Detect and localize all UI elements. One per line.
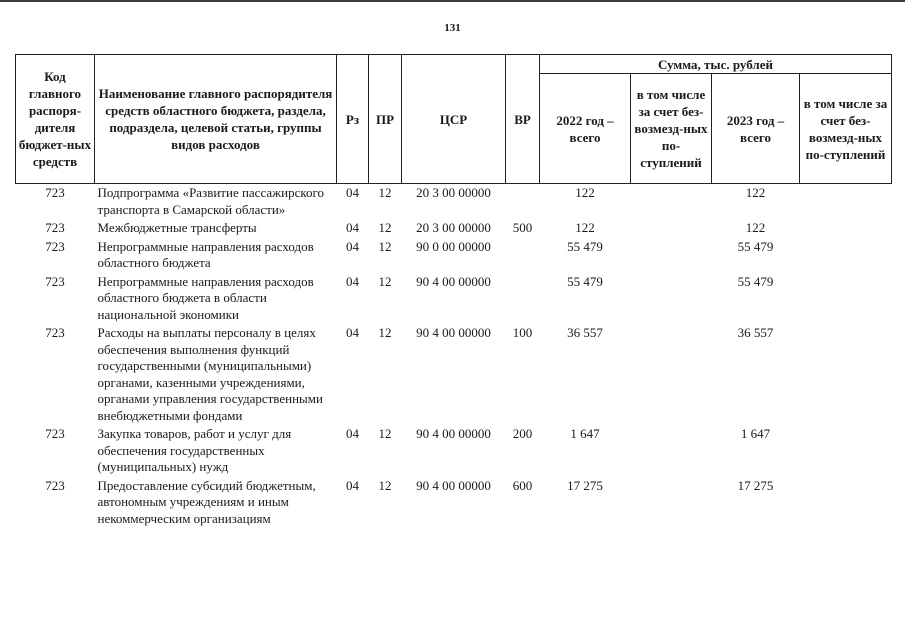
cell-pr: 12: [378, 185, 392, 200]
cell-rz: 04: [346, 273, 359, 289]
cell-name: Подпрограмма «Развитие пассажирского транспорта в Самарской области»: [97, 185, 325, 217]
header-name: Наименование главного распорядителя средств областного бюджета, раздела, подраздела, целевой статьи, группы видов расходов: [95, 55, 337, 184]
table-body: [16, 184, 892, 530]
cell-pr: 12: [378, 426, 392, 441]
cell-2022-total: 1 647: [570, 426, 600, 441]
page-number: 131: [444, 22, 461, 34]
cell-2022-total: 55 479: [567, 273, 603, 289]
cell-name: Предоставление субсидий бюджетным, автономным учреждениям и иным некоммерческим организациям: [97, 477, 316, 526]
table-row: [16, 426, 892, 478]
cell-code: 723: [45, 426, 65, 441]
table-row: [16, 325, 892, 426]
cell-2022-total: 122: [575, 220, 595, 235]
cell-rz: 04: [346, 220, 359, 235]
cell-code: 723: [45, 273, 65, 289]
cell-2023-total: 55 479: [737, 273, 774, 289]
cell-2023-grants: [800, 184, 892, 221]
cell-pr: 12: [378, 220, 392, 235]
header-2022-total: 2022 год – всего: [540, 74, 631, 184]
cell-2022-grants: [631, 184, 712, 221]
cell-vr: [506, 184, 540, 221]
cell-code: 723: [45, 238, 65, 254]
cell-2023-total: 17 275: [737, 477, 774, 493]
cell-2023-grants: [800, 478, 892, 530]
cell-2022-grants: [631, 325, 712, 426]
cell-pr: 12: [378, 273, 392, 289]
table-row: [16, 184, 892, 221]
cell-2022-grants: [631, 426, 712, 478]
cell-2022-grants: [631, 220, 712, 239]
cell-vr: 500: [512, 220, 533, 235]
cell-csr: 90 4 00 00000: [416, 273, 491, 289]
cell-2023-total: 1 647: [740, 426, 771, 441]
table-row: [16, 274, 892, 326]
header-2023-grants: в том числе за счет без-возмезд-ных по-ступлений: [800, 74, 892, 184]
cell-name: Расходы на выплаты персоналу в целях обеспечения выполнения функций государственными (муниципальными) органами, казенными учреждениями, органами управления государственными внебюджетными фондами: [97, 325, 323, 423]
header-vr: ВР: [506, 55, 540, 184]
cell-vr: 200: [512, 426, 533, 441]
cell-2023-total: 122: [745, 220, 766, 235]
cell-csr: 90 4 00 00000: [416, 325, 491, 340]
cell-code: 723: [45, 220, 65, 235]
cell-csr: 20 3 00 00000: [416, 185, 491, 200]
cell-rz: 04: [346, 325, 359, 340]
cell-csr: 90 4 00 00000: [416, 426, 491, 441]
table-row: [16, 239, 892, 274]
cell-pr: 12: [378, 477, 392, 493]
cell-csr: 90 0 00 00000: [416, 238, 491, 254]
cell-rz: 04: [346, 185, 359, 200]
cell-2023-grants: [800, 239, 892, 274]
cell-2022-total: 55 479: [567, 238, 603, 254]
header-code: Код главного распоря-дителя бюджет-ных средств: [16, 55, 95, 184]
cell-2022-grants: [631, 478, 712, 530]
cell-vr: 100: [512, 325, 533, 340]
table-header: [16, 55, 892, 184]
cell-2022-total: 17 275: [567, 477, 603, 493]
cell-2023-total: 122: [745, 185, 766, 200]
cell-2023-total: 55 479: [737, 238, 774, 254]
cell-2023-total: 36 557: [737, 325, 774, 340]
cell-vr: 600: [512, 477, 533, 493]
cell-name: Непрограммные направления расходов областного бюджета: [97, 238, 314, 270]
cell-csr: 20 3 00 00000: [416, 220, 491, 235]
cell-2023-grants: [800, 274, 892, 326]
budget-table: [15, 54, 892, 529]
table-row: [16, 220, 892, 239]
cell-rz: 04: [346, 426, 359, 441]
header-sum: Сумма, тыс. рублей: [540, 55, 892, 74]
cell-2023-grants: [800, 220, 892, 239]
cell-code: 723: [45, 185, 65, 200]
header-2023-total: 2023 год – всего: [712, 74, 800, 184]
top-rule: [0, 0, 905, 2]
cell-rz: 04: [346, 238, 359, 254]
header-pr: ПР: [369, 55, 402, 184]
header-2022-grants: в том числе за счет без-возмезд-ных по-ступлений: [631, 74, 712, 184]
cell-rz: 04: [346, 477, 359, 493]
cell-name: Межбюджетные трансферты: [97, 220, 257, 235]
cell-2022-total: 122: [575, 185, 595, 200]
cell-code: 723: [45, 477, 65, 493]
table-row: [16, 478, 892, 530]
cell-code: 723: [45, 325, 65, 340]
cell-2022-grants: [631, 239, 712, 274]
cell-pr: 12: [378, 238, 392, 254]
cell-2022-total: 36 557: [567, 325, 603, 340]
cell-2022-grants: [631, 274, 712, 326]
cell-vr: [506, 274, 540, 326]
cell-name: Закупка товаров, работ и услуг для обеспечения государственных (муниципальных) нужд: [97, 426, 292, 474]
cell-pr: 12: [378, 325, 392, 340]
header-csr: ЦСР: [402, 55, 506, 184]
cell-2023-grants: [800, 325, 892, 426]
header-rz: Рз: [337, 55, 369, 184]
cell-2023-grants: [800, 426, 892, 478]
cell-name: Непрограммные направления расходов областного бюджета в области национальной экономики: [97, 273, 314, 322]
cell-csr: 90 4 00 00000: [416, 477, 491, 493]
cell-vr: [506, 239, 540, 274]
